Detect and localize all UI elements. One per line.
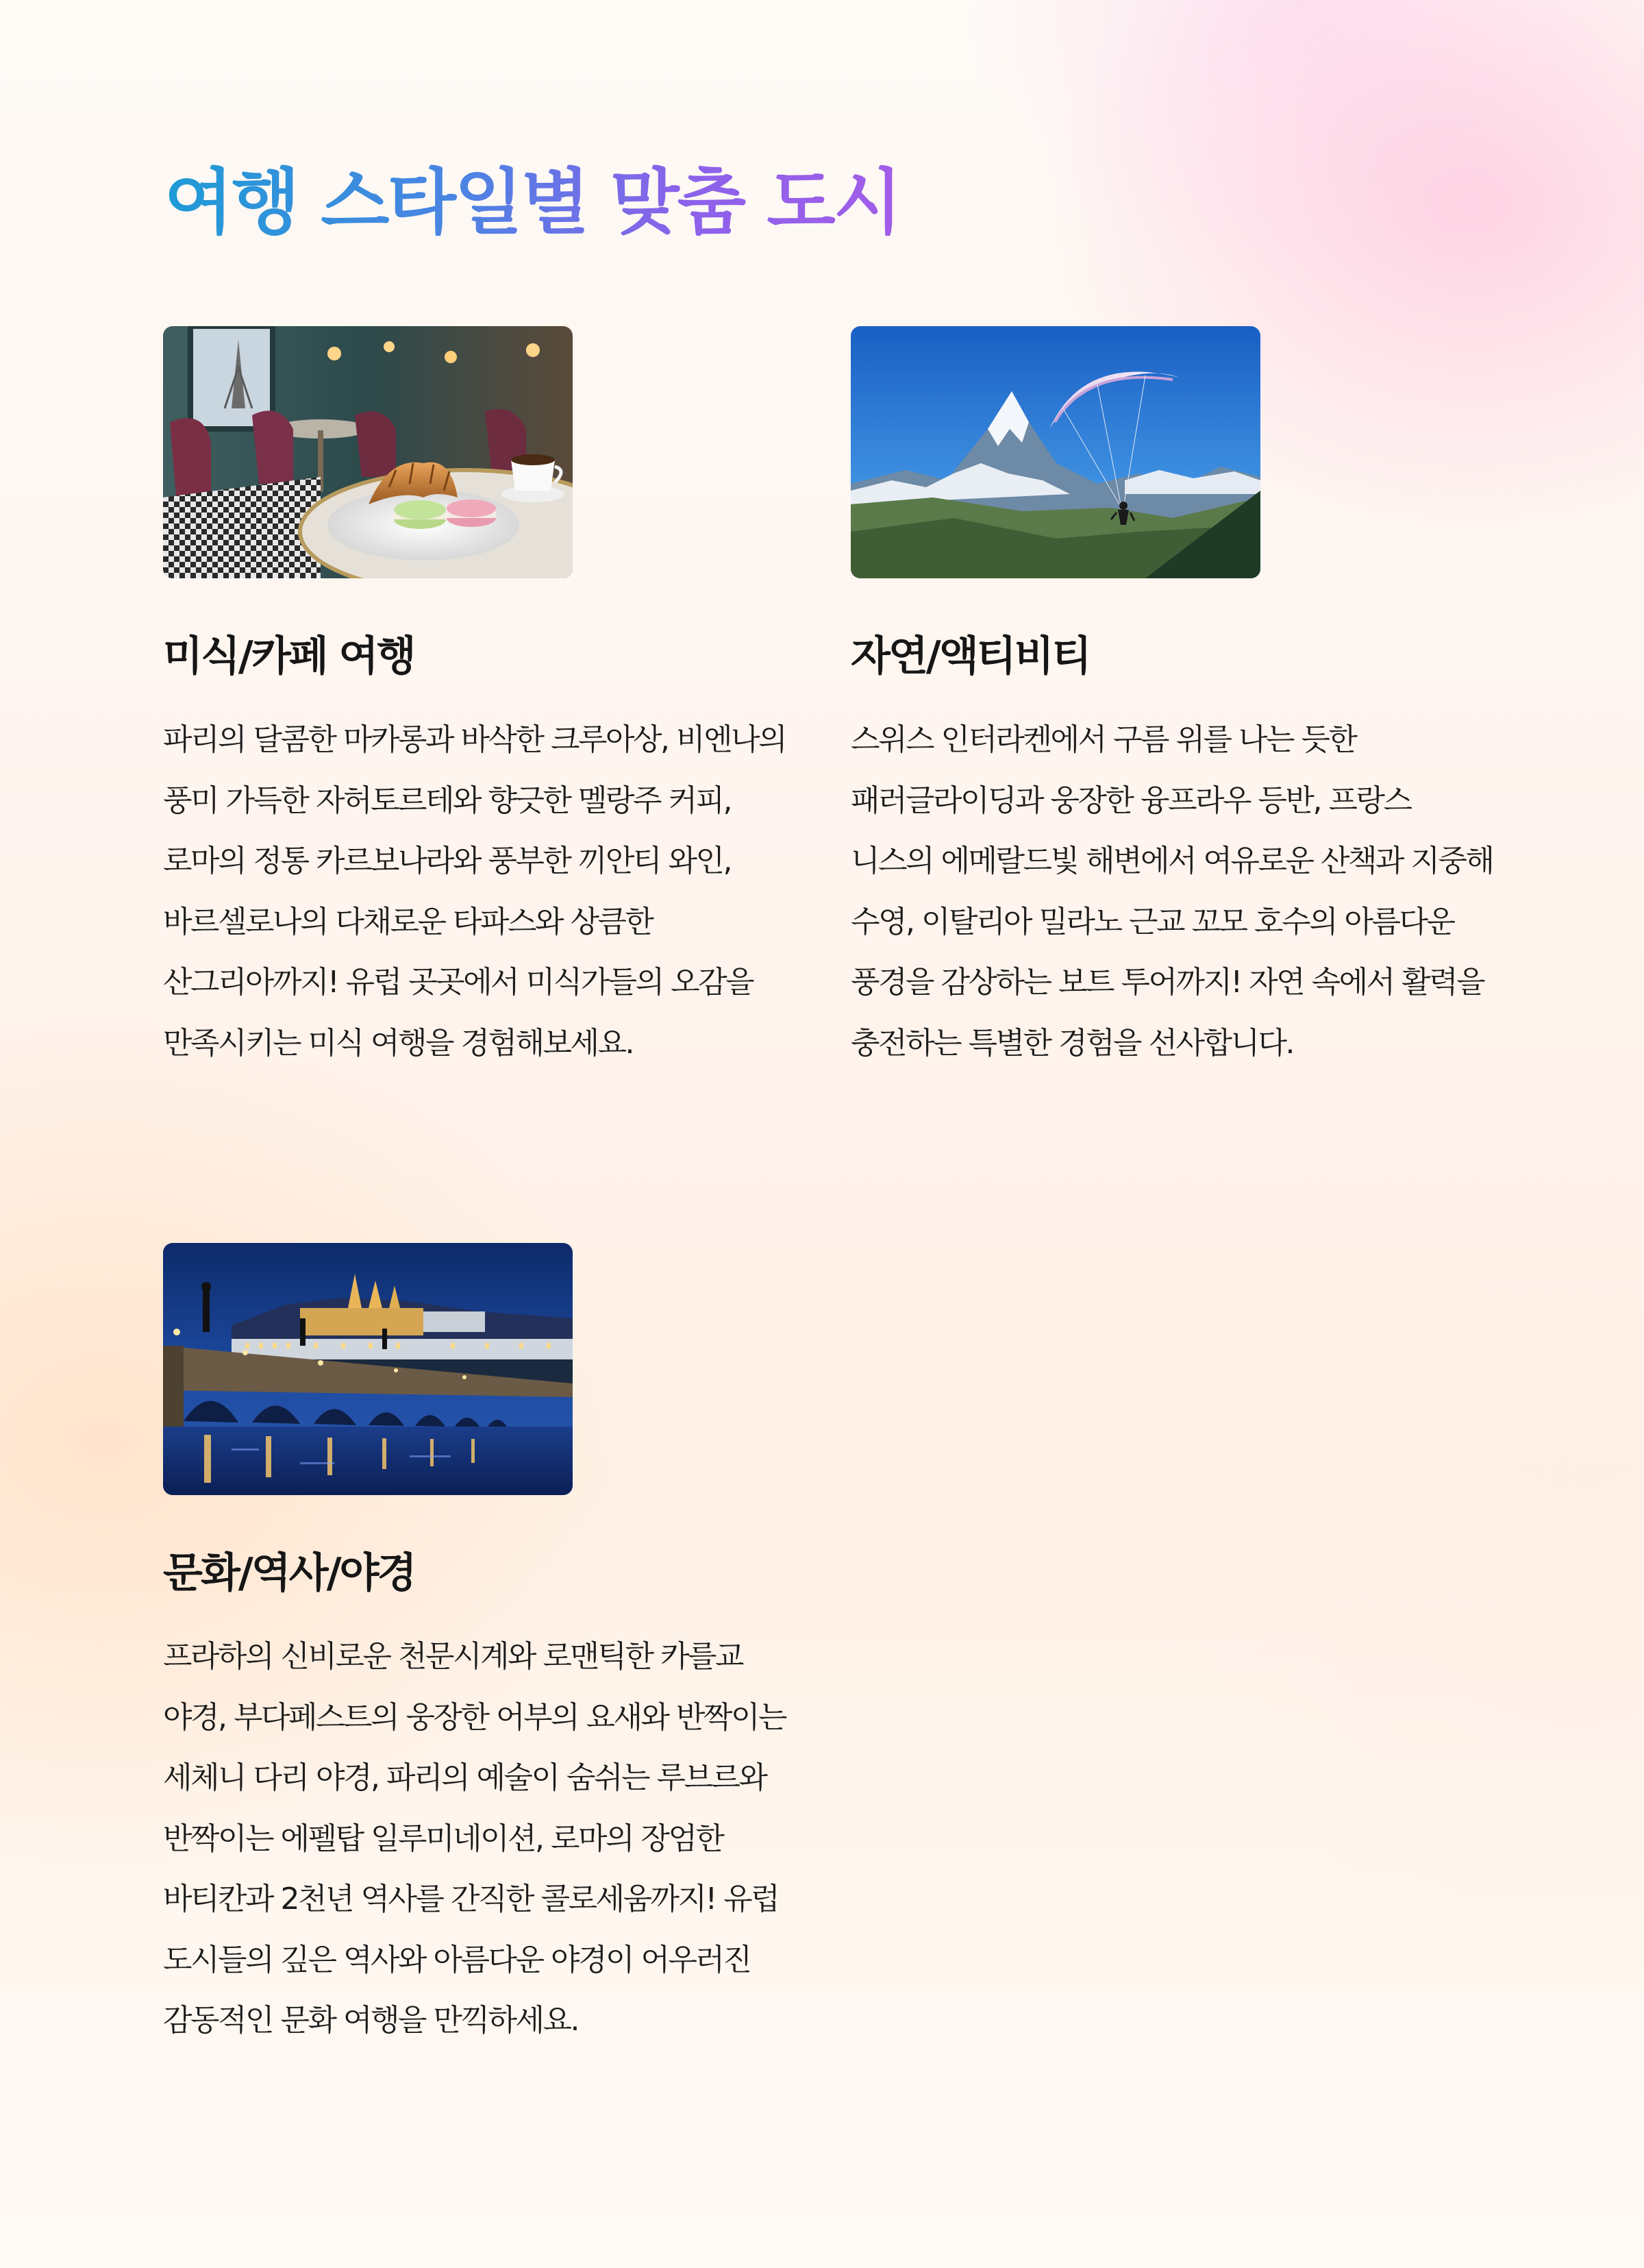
card-nature-activity: [851, 326, 1495, 1074]
card-description: 스위스 인터라켄에서 구름 위를 나는 듯한 패러글라이딩과 웅장한 융프라우 등반, 프랑스 니스의 에메랄드빛 해변에서 여유로운 산책과 지중해 수영, 이탈리아 밀라노 근교 꼬모 호수의 아름다운 풍경을 감상하는 보트 투어까지! 자연 속에서 활력을 충전하는 특별한 경험을 선사합니다.: [851, 722, 1493, 1061]
paragliding-photo: [851, 326, 1260, 578]
card-description: 파리의 달콤한 마카롱과 바삭한 크루아상, 비엔나의 풍미 가득한 자허토르테와 향긋한 멜랑주 커피, 로마의 정통 카르보나라와 풍부한 끼안티 와인, 바르셀로나의 다채로운 타파스와 상큼한 산그리아까지! 유럽 곳곳에서 미식가들의 오감을 만족시키는 미식 여행을 경험해보세요.: [163, 722, 786, 1061]
card-title: 문화/역사/야경: [163, 1549, 415, 1597]
card-description: 프라하의 신비로운 천문시계와 로맨틱한 카를교 야경, 부다페스트의 웅장한 어부의 요새와 반짝이는 세체니 다리 야경, 파리의 예술이 숨쉬는 루브르와 반짝이는 에펠탑 일루미네이션, 로마의 장엄한 바티칸과 2천년 역사를 간직한 콜로세움까지! 유럽 도시들의 깊은 역사와 아름다운 야경이 어우러진 감동적인 문화 여행을 만끽하세요.: [163, 1639, 786, 2038]
page-title: 여행 스타일별 맞춤 도시: [164, 154, 900, 250]
card-title: 자연/액티비티: [851, 632, 1090, 680]
card-food-cafe: [163, 326, 807, 1074]
cafe-photo: [163, 326, 573, 578]
card-culture-history-nightview: [163, 1243, 807, 2051]
card-title: 미식/카페 여행: [163, 632, 414, 680]
prague-night-photo: [163, 1243, 573, 1495]
